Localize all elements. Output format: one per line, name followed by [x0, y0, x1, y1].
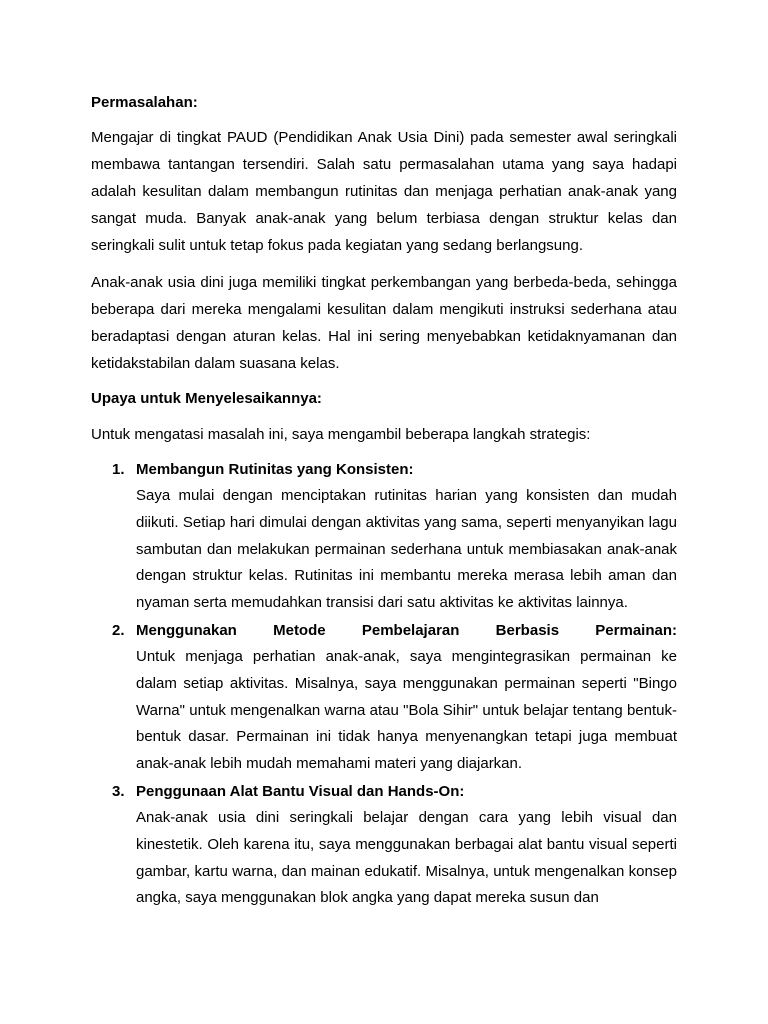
paragraph-problem-1: Mengajar di tingkat PAUD (Pendidikan Anak Usia Dini) pada semester awal seringkali membawa tantangan tersendiri. Salah satu permasalahan utama yang saya hadapi adalah kesulitan dalam membangun rutinitas dan menjaga perhatian anak-anak yang sangat muda. Banyak anak-anak yang belum terbiasa dengan struktur kelas dan seringkali sulit untuk tetap fokus pada kegiatan yang sedang berlangsung. [91, 129, 677, 254]
list-item-number: 1. [112, 461, 125, 478]
paragraph-problem-2: Anak-anak usia dini juga memiliki tingkat perkembangan yang berbeda-beda, sehingga beberapa dari mereka mengalami kesulitan dalam mengikuti instruksi sederhana atau beradaptasi dengan aturan kelas. Hal ini sering menyebabkan ketidaknyamanan dan ketidakstabilan dalam suasana kelas. [91, 274, 677, 372]
list-item-body: Anak-anak usia dini seringkali belajar dengan cara yang lebih visual dan kinestetik. Oleh karena itu, saya menggunakan berbagai alat bantu visual seperti gambar, kartu warna, dan mainan edukatif. Misalnya, untuk mengenalkan konsep angka, saya menggunakan blok angka yang dapat mereka susun dan [136, 808, 677, 907]
list-item-number: 2. [112, 621, 125, 639]
document-page [91, 91, 677, 912]
list-item-title: Menggunakan Metode Pembelajaran Berbasis Permainan: [136, 621, 677, 639]
list-item [91, 456, 677, 617]
heading-problem: Permasalahan: [91, 94, 198, 111]
list-item-title: Membangun Rutinitas yang Konsisten: [136, 461, 414, 478]
list-item [91, 778, 677, 912]
heading-solution: Upaya untuk Menyelesaikannya: [91, 390, 322, 407]
list-item [91, 617, 677, 778]
list-item-body: Untuk menjaga perhatian anak-anak, saya mengintegrasikan permainan ke dalam setiap aktivitas. Misalnya, saya menggunakan permainan seperti "Bingo Warna" untuk mengenalkan warna atau "Bola Sihir" untuk belajar tentang bentuk-bentuk dasar. Permainan ini tidak hanya menyenangkan tetapi juga membuat anak-anak lebih mudah memahami materi yang diajarkan. [136, 647, 677, 773]
paragraph-solution-intro: Untuk mengatasi masalah ini, saya mengambil beberapa langkah strategis: [91, 426, 591, 443]
list-item-title: Penggunaan Alat Bantu Visual dan Hands-On: [136, 782, 465, 800]
list-item-number: 3. [112, 782, 125, 800]
list-item-body: Saya mulai dengan menciptakan rutinitas harian yang konsisten dan mudah diikuti. Setiap hari dimulai dengan aktivitas yang sama, seperti menyanyikan lagu sambutan dan melakukan permainan sederhana untuk membiasakan anak-anak dengan struktur kelas. Rutinitas ini membantu mereka merasa lebih aman dan nyaman serta memudahkan transisi dari satu aktivitas ke aktivitas lainnya. [136, 487, 677, 612]
strategy-list [91, 456, 677, 912]
